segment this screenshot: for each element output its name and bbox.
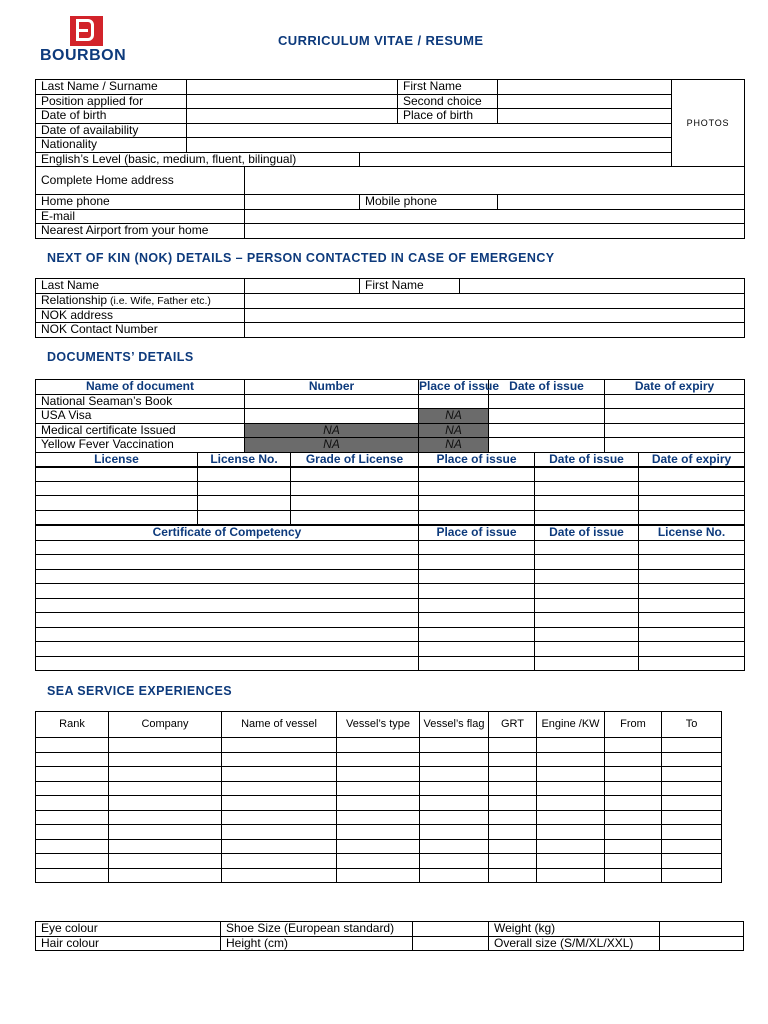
- sea-row-cell[interactable]: [222, 796, 337, 811]
- sea-row: [36, 854, 722, 869]
- license-row: [36, 510, 745, 525]
- sea-header-from: From: [605, 712, 662, 738]
- sea-row-cell[interactable]: [489, 854, 537, 869]
- sea-row-cell[interactable]: [537, 839, 605, 854]
- airport-label: Nearest Airport from your home: [36, 224, 245, 239]
- doc-cell[interactable]: [605, 438, 745, 453]
- coc-row-cell[interactable]: [639, 569, 745, 584]
- sea-row-cell[interactable]: [109, 752, 222, 767]
- coc-row-cell[interactable]: [36, 627, 419, 642]
- na-cell: NA: [419, 423, 489, 438]
- sea-row-cell[interactable]: [222, 738, 337, 753]
- sea-heading: SEA SERVICE EXPERIENCES: [47, 684, 232, 698]
- coc-row-cell[interactable]: [36, 540, 419, 555]
- doc-row-usa-visa: USA Visa: [36, 409, 245, 424]
- coc-row-cell[interactable]: [36, 656, 419, 671]
- sea-header-grt: GRT: [489, 712, 537, 738]
- sea-row-cell[interactable]: [337, 810, 420, 825]
- sea-row-cell[interactable]: [605, 767, 662, 782]
- coc-row-cell[interactable]: [535, 598, 639, 613]
- nok-heading: NEXT OF KIN (NOK) DETAILS – PERSON CONTACTED IN CASE OF EMERGENCY: [47, 251, 555, 265]
- license-row-cell[interactable]: [639, 467, 745, 482]
- sea-row-cell[interactable]: [662, 752, 722, 767]
- sea-row-cell[interactable]: [537, 752, 605, 767]
- sea-row-cell[interactable]: [36, 781, 109, 796]
- sea-row-cell[interactable]: [222, 752, 337, 767]
- sea-row-cell[interactable]: [109, 825, 222, 840]
- first-name-field[interactable]: [498, 80, 672, 95]
- sea-row-cell[interactable]: [420, 781, 489, 796]
- na-cell: NA: [245, 423, 419, 438]
- coc-header-date-issue: Date of issue: [535, 526, 639, 541]
- coc-row-cell[interactable]: [36, 584, 419, 599]
- coc-row-cell[interactable]: [639, 584, 745, 599]
- documents-table: [35, 379, 745, 453]
- sea-row-cell[interactable]: [537, 810, 605, 825]
- sea-row-cell[interactable]: [109, 796, 222, 811]
- doc-cell[interactable]: [605, 394, 745, 409]
- doc-cell[interactable]: [245, 394, 419, 409]
- sea-row-cell[interactable]: [537, 825, 605, 840]
- sea-row-cell[interactable]: [420, 854, 489, 869]
- coc-row-cell[interactable]: [36, 598, 419, 613]
- sea-header-company: Company: [109, 712, 222, 738]
- license-header-table: [35, 452, 745, 468]
- availability-label: Date of availability: [36, 123, 187, 138]
- position-field[interactable]: [187, 94, 398, 109]
- license-row-cell[interactable]: [419, 510, 535, 525]
- license-header-number-2: License No.: [198, 453, 291, 468]
- sea-row-cell[interactable]: [420, 810, 489, 825]
- license-row: [36, 481, 745, 496]
- sea-row-cell[interactable]: [337, 738, 420, 753]
- sea-row-cell[interactable]: [36, 752, 109, 767]
- coc-row-cell[interactable]: [36, 642, 419, 657]
- eye-colour-label: Eye colour: [36, 922, 221, 937]
- doc-header-place: Place of issue: [419, 379, 500, 394]
- license-header-date-expiry-2: Date of expiry: [639, 453, 745, 468]
- personal-details-table: [35, 79, 745, 239]
- sea-row: [36, 752, 722, 767]
- sea-row-cell[interactable]: [109, 738, 222, 753]
- license-row-cell[interactable]: [36, 496, 198, 511]
- email-label: E-mail: [36, 209, 245, 224]
- sea-row-cell[interactable]: [605, 854, 662, 869]
- sea-row-cell[interactable]: [222, 810, 337, 825]
- photo-box[interactable]: PHOTOS: [672, 80, 745, 167]
- doc-row-medical: Medical certificate Issued: [36, 423, 245, 438]
- sea-row-cell[interactable]: [489, 752, 537, 767]
- sea-row-cell[interactable]: [489, 738, 537, 753]
- sea-row-cell[interactable]: [36, 767, 109, 782]
- sea-row: [36, 738, 722, 753]
- coc-row-cell[interactable]: [639, 627, 745, 642]
- sea-row-cell[interactable]: [420, 825, 489, 840]
- position-label: Position applied for: [36, 94, 187, 109]
- doc-cell[interactable]: [489, 438, 605, 453]
- license-row-cell[interactable]: [535, 496, 639, 511]
- sea-row-cell[interactable]: [489, 839, 537, 854]
- coc-row-cell[interactable]: [639, 656, 745, 671]
- sea-row-cell[interactable]: [420, 839, 489, 854]
- sea-row-cell[interactable]: [109, 839, 222, 854]
- nok-first-name-field[interactable]: [460, 279, 745, 294]
- na-cell: NA: [419, 409, 489, 424]
- license-row-cell[interactable]: [291, 496, 419, 511]
- license-row-cell[interactable]: [419, 467, 535, 482]
- english-level-label: English’s Level (basic, medium, fluent, bilingual): [36, 152, 360, 167]
- license-row-cell[interactable]: [639, 510, 745, 525]
- last-name-field[interactable]: [187, 80, 398, 95]
- license-row-cell[interactable]: [291, 510, 419, 525]
- doc-header-name: Name of document: [36, 380, 245, 395]
- doc-header-date-expiry: Date of expiry: [605, 380, 745, 395]
- height-field[interactable]: [413, 936, 489, 951]
- weight-label: Weight (kg): [489, 922, 660, 937]
- doc-cell[interactable]: [605, 409, 745, 424]
- email-field[interactable]: [245, 209, 745, 224]
- coc-row-cell[interactable]: [639, 642, 745, 657]
- sea-row-cell[interactable]: [537, 781, 605, 796]
- sea-row-cell[interactable]: [337, 796, 420, 811]
- coc-row-cell[interactable]: [535, 642, 639, 657]
- doc-cell[interactable]: [605, 423, 745, 438]
- coc-row-cell[interactable]: [419, 555, 535, 570]
- sea-row-cell[interactable]: [537, 767, 605, 782]
- license-header-license-2: License: [36, 453, 198, 468]
- license-row: [36, 467, 745, 482]
- hair-colour-label: Hair colour: [36, 936, 221, 951]
- nok-address-field[interactable]: [245, 308, 745, 323]
- doc-cell[interactable]: [245, 409, 419, 424]
- license-table: [35, 466, 745, 525]
- second-choice-label: Second choice: [398, 94, 498, 109]
- sea-service-table: [35, 711, 722, 883]
- license-row-cell[interactable]: [291, 481, 419, 496]
- pob-field[interactable]: [498, 109, 672, 124]
- shoe-size-field[interactable]: [413, 922, 489, 937]
- dob-field[interactable]: [187, 109, 398, 124]
- coc-row: [36, 540, 745, 555]
- sea-row-cell[interactable]: [109, 781, 222, 796]
- coc-row: [36, 656, 745, 671]
- sea-row: [36, 825, 722, 840]
- weight-field[interactable]: [660, 922, 744, 937]
- sea-row-cell[interactable]: [36, 796, 109, 811]
- sea-row-cell[interactable]: [420, 738, 489, 753]
- coc-row-cell[interactable]: [419, 569, 535, 584]
- english-level-field[interactable]: [360, 152, 672, 167]
- nok-address-label: NOK address: [36, 308, 245, 323]
- sea-row-cell[interactable]: [222, 825, 337, 840]
- license-header-date-issue-2: Date of issue: [535, 453, 639, 468]
- last-name-label: Last Name / Surname: [36, 80, 187, 95]
- sea-header-to: To: [662, 712, 722, 738]
- sea-row: [36, 868, 722, 883]
- documents-heading: DOCUMENTS’ DETAILS: [47, 350, 194, 364]
- sea-row-cell[interactable]: [337, 868, 420, 883]
- airport-field[interactable]: [245, 224, 745, 239]
- license-row-cell[interactable]: [291, 467, 419, 482]
- doc-header-number: Number: [245, 380, 419, 395]
- license-row-cell[interactable]: [198, 510, 291, 525]
- sea-row-cell[interactable]: [537, 738, 605, 753]
- doc-cell[interactable]: [419, 394, 489, 409]
- sea-row-cell[interactable]: [662, 767, 722, 782]
- coc-row: [36, 555, 745, 570]
- sea-row-cell[interactable]: [36, 854, 109, 869]
- sea-row-cell[interactable]: [489, 781, 537, 796]
- sea-row: [36, 796, 722, 811]
- license-row-cell[interactable]: [198, 467, 291, 482]
- coc-row: [36, 584, 745, 599]
- coc-row-cell[interactable]: [419, 642, 535, 657]
- overall-size-field[interactable]: [660, 936, 744, 951]
- nationality-label: Nationality: [36, 138, 187, 153]
- na-cell: NA: [419, 438, 489, 453]
- sea-row-cell[interactable]: [605, 868, 662, 883]
- nok-relationship-field[interactable]: [245, 293, 745, 308]
- sea-row-cell[interactable]: [662, 781, 722, 796]
- coc-row-cell[interactable]: [419, 627, 535, 642]
- sea-row-cell[interactable]: [662, 810, 722, 825]
- bourbon-logo-icon: [70, 16, 103, 46]
- second-choice-field[interactable]: [498, 94, 672, 109]
- coc-table: [35, 525, 745, 671]
- coc-row-cell[interactable]: [419, 613, 535, 628]
- sea-row-cell[interactable]: [537, 854, 605, 869]
- nok-relationship-hint: (i.e. Wife, Father etc.): [107, 294, 211, 307]
- sea-row-cell[interactable]: [662, 854, 722, 869]
- coc-row-cell[interactable]: [639, 540, 745, 555]
- sea-row-cell[interactable]: [337, 839, 420, 854]
- coc-row-cell[interactable]: [639, 613, 745, 628]
- sea-row-cell[interactable]: [420, 767, 489, 782]
- sea-row-cell[interactable]: [489, 810, 537, 825]
- sea-row-cell[interactable]: [605, 738, 662, 753]
- na-cell: NA: [245, 438, 419, 453]
- license-row-cell[interactable]: [419, 496, 535, 511]
- sea-header-rank: Rank: [36, 712, 109, 738]
- mobile-phone-field[interactable]: [498, 195, 745, 210]
- coc-row-cell[interactable]: [535, 627, 639, 642]
- availability-field[interactable]: [187, 123, 672, 138]
- license-row-cell[interactable]: [36, 481, 198, 496]
- coc-row-cell[interactable]: [535, 584, 639, 599]
- sea-row-cell[interactable]: [222, 868, 337, 883]
- nok-last-name-field[interactable]: [245, 279, 360, 294]
- sea-header-engine: Engine /KW: [537, 712, 605, 738]
- coc-row-cell[interactable]: [36, 613, 419, 628]
- coc-row-cell[interactable]: [535, 540, 639, 555]
- sea-row-cell[interactable]: [36, 868, 109, 883]
- sea-header-vessel-name: Name of vessel: [222, 712, 337, 738]
- license-row-cell[interactable]: [639, 496, 745, 511]
- nok-table: [35, 278, 745, 338]
- license-row-cell[interactable]: [535, 467, 639, 482]
- sea-row-cell[interactable]: [222, 854, 337, 869]
- license-row-cell[interactable]: [198, 496, 291, 511]
- nationality-field[interactable]: [187, 138, 672, 153]
- page-title: CURRICULUM VITAE / RESUME: [278, 33, 484, 48]
- sea-row-cell[interactable]: [662, 738, 722, 753]
- sea-row-cell[interactable]: [537, 796, 605, 811]
- doc-cell[interactable]: [489, 423, 605, 438]
- sea-row-cell[interactable]: [36, 810, 109, 825]
- sea-row: [36, 767, 722, 782]
- license-header-grade-2: Grade of License: [291, 453, 419, 468]
- coc-row-cell[interactable]: [535, 656, 639, 671]
- sea-row-cell[interactable]: [605, 839, 662, 854]
- sea-row: [36, 781, 722, 796]
- height-label: Height (cm): [221, 936, 413, 951]
- coc-row: [36, 642, 745, 657]
- sea-row-cell[interactable]: [489, 825, 537, 840]
- sea-row-cell[interactable]: [337, 752, 420, 767]
- sea-row-cell[interactable]: [420, 752, 489, 767]
- coc-row-cell[interactable]: [419, 540, 535, 555]
- coc-row-cell[interactable]: [535, 569, 639, 584]
- coc-row-cell[interactable]: [419, 598, 535, 613]
- sea-row-cell[interactable]: [337, 854, 420, 869]
- dob-label: Date of birth: [36, 109, 187, 124]
- doc-cell[interactable]: [489, 394, 605, 409]
- license-row-cell[interactable]: [198, 481, 291, 496]
- overall-size-label: Overall size (S/M/XL/XXL): [489, 936, 660, 951]
- sea-row-cell[interactable]: [222, 839, 337, 854]
- pob-label: Place of birth: [398, 109, 498, 124]
- coc-row: [36, 627, 745, 642]
- sea-row-cell[interactable]: [605, 781, 662, 796]
- coc-header-certificate: Certificate of Competency: [36, 526, 419, 541]
- sea-row-cell[interactable]: [109, 810, 222, 825]
- sea-row-cell[interactable]: [420, 868, 489, 883]
- doc-cell[interactable]: [489, 409, 605, 424]
- coc-row-cell[interactable]: [535, 555, 639, 570]
- nok-relationship-text: Relationship: [41, 292, 108, 307]
- address-label: Complete Home address: [36, 167, 245, 195]
- home-phone-label: Home phone: [36, 195, 245, 210]
- nok-last-name-label: Last Name: [36, 279, 245, 294]
- sea-header-vessel-type: Vessel’s type: [337, 712, 420, 738]
- coc-row-cell[interactable]: [36, 569, 419, 584]
- coc-row-cell[interactable]: [639, 598, 745, 613]
- sea-row-cell[interactable]: [489, 767, 537, 782]
- sea-row-cell[interactable]: [36, 839, 109, 854]
- mobile-phone-label: Mobile phone: [360, 195, 498, 210]
- sea-row-cell[interactable]: [605, 825, 662, 840]
- nok-contact-label: NOK Contact Number: [36, 323, 245, 338]
- shoe-size-label: Shoe Size (European standard): [221, 922, 413, 937]
- doc-row-yellow-fever: Yellow Fever Vaccination: [36, 438, 245, 453]
- license-row-cell[interactable]: [419, 481, 535, 496]
- coc-row-cell[interactable]: [419, 584, 535, 599]
- coc-row: [36, 569, 745, 584]
- license-row-cell[interactable]: [36, 467, 198, 482]
- coc-row-cell[interactable]: [36, 555, 419, 570]
- physical-table: [35, 921, 744, 951]
- nok-first-name-label: First Name: [360, 279, 460, 294]
- sea-row: [36, 810, 722, 825]
- coc-row: [36, 598, 745, 613]
- license-row: [36, 496, 745, 511]
- home-phone-field[interactable]: [245, 195, 360, 210]
- sea-row-cell[interactable]: [36, 738, 109, 753]
- doc-row-seaman-book: National Seaman’s Book: [36, 394, 245, 409]
- sea-row-cell[interactable]: [662, 868, 722, 883]
- doc-header-date-issue: Date of issue: [489, 380, 605, 395]
- sea-row-cell[interactable]: [605, 752, 662, 767]
- nok-contact-field[interactable]: [245, 323, 745, 338]
- sea-row-cell[interactable]: [605, 796, 662, 811]
- sea-row-cell[interactable]: [489, 868, 537, 883]
- sea-row-cell[interactable]: [222, 767, 337, 782]
- sea-row-cell[interactable]: [489, 796, 537, 811]
- sea-row-cell[interactable]: [36, 825, 109, 840]
- sea-header-vessel-flag: Vessel’s flag: [420, 712, 489, 738]
- sea-row: [36, 839, 722, 854]
- sea-row-cell[interactable]: [109, 868, 222, 883]
- logo-text: BOURBON: [40, 47, 127, 64]
- sea-row-cell[interactable]: [537, 868, 605, 883]
- sea-row-cell[interactable]: [109, 767, 222, 782]
- coc-row-cell[interactable]: [639, 555, 745, 570]
- license-row-cell[interactable]: [535, 510, 639, 525]
- sea-row-cell[interactable]: [337, 767, 420, 782]
- sea-row-cell[interactable]: [337, 781, 420, 796]
- coc-row: [36, 613, 745, 628]
- sea-row-cell[interactable]: [222, 781, 337, 796]
- license-row-cell[interactable]: [639, 481, 745, 496]
- sea-row-cell[interactable]: [420, 796, 489, 811]
- coc-header-place: Place of issue: [419, 526, 535, 541]
- license-row-cell[interactable]: [36, 510, 198, 525]
- sea-row-cell[interactable]: [337, 825, 420, 840]
- first-name-label: First Name: [398, 80, 498, 95]
- sea-row-cell[interactable]: [605, 810, 662, 825]
- address-field[interactable]: [245, 167, 745, 195]
- coc-row-cell[interactable]: [419, 656, 535, 671]
- license-row-cell[interactable]: [535, 481, 639, 496]
- sea-row-cell[interactable]: [109, 854, 222, 869]
- sea-row-cell[interactable]: [662, 796, 722, 811]
- sea-row-cell[interactable]: [662, 839, 722, 854]
- coc-header-license-no: License No.: [639, 526, 745, 541]
- coc-row-cell[interactable]: [535, 613, 639, 628]
- nok-relationship-label: [36, 293, 245, 308]
- license-header-place-2: Place of issue: [419, 453, 535, 468]
- sea-row-cell[interactable]: [662, 825, 722, 840]
